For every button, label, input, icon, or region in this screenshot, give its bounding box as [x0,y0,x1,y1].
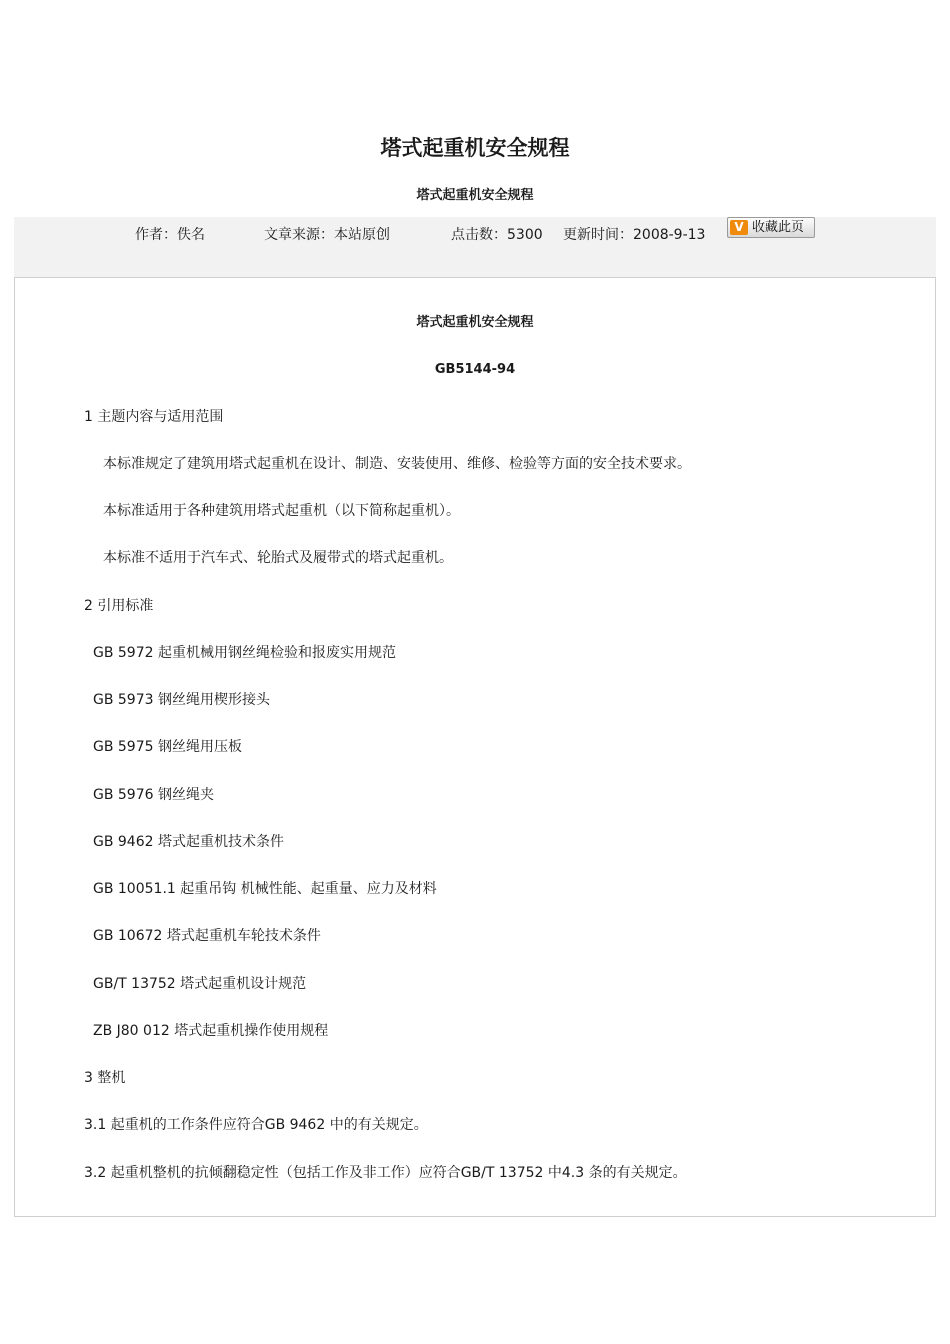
clause-text: 3.2 起重机整机的抗倾翻稳定性（包括工作及非工作）应符合GB/T 13752 中4.3 条的有关规定。 [84,1165,687,1181]
article-title: 塔式起重机安全规程 [416,315,534,330]
section-heading: 1 主题内容与适用范围 [84,409,224,425]
author-text: 作者：佚名 [135,227,205,243]
reference-item: GB 5976 钢丝绳夹 [93,787,214,803]
source-text: 文章来源：本站原创 [264,227,390,243]
bookmark-button[interactable] [727,217,815,238]
bookmark-icon: V [730,220,748,235]
clause-text: 3.1 起重机的工作条件应符合GB 9462 中的有关规定。 [84,1117,428,1133]
standard-code: GB5144-94 [434,362,516,377]
section-heading: 3 整机 [84,1070,126,1086]
reference-item: GB 9462 塔式起重机技术条件 [93,834,284,850]
paragraph: 本标准不适用于汽车式、轮胎式及履带式的塔式起重机。 [103,550,453,566]
reference-item: GB 5975 钢丝绳用压板 [93,739,242,755]
paragraph: 本标准规定了建筑用塔式起重机在设计、制造、安装使用、维修、检验等方面的安全技术要求。 [103,456,691,472]
click-count-text: 点击数：5300 [451,227,543,243]
paragraph: 本标准适用于各种建筑用塔式起重机（以下简称起重机）。 [103,503,460,519]
section-heading: 2 引用标准 [84,598,154,614]
reference-item: GB 5972 起重机械用钢丝绳检验和报废实用规范 [93,645,396,661]
bookmark-label: 收藏此页 [752,220,805,235]
page-title: 塔式起重机安全规程 [380,136,570,160]
update-time-text: 更新时间：2008-9-13 [563,227,706,243]
reference-item: ZB J80 012 塔式起重机操作使用规程 [93,1023,329,1039]
page-subtitle: 塔式起重机安全规程 [416,188,534,203]
reference-item: GB 10051.1 起重吊钩 机械性能、起重量、应力及材料 [93,881,437,897]
reference-item: GB/T 13752 塔式起重机设计规范 [93,976,307,992]
reference-item: GB 10672 塔式起重机车轮技术条件 [93,928,321,944]
article-body [14,277,936,1217]
reference-item: GB 5973 钢丝绳用楔形接头 [93,692,270,708]
article-meta-bar [14,217,936,277]
